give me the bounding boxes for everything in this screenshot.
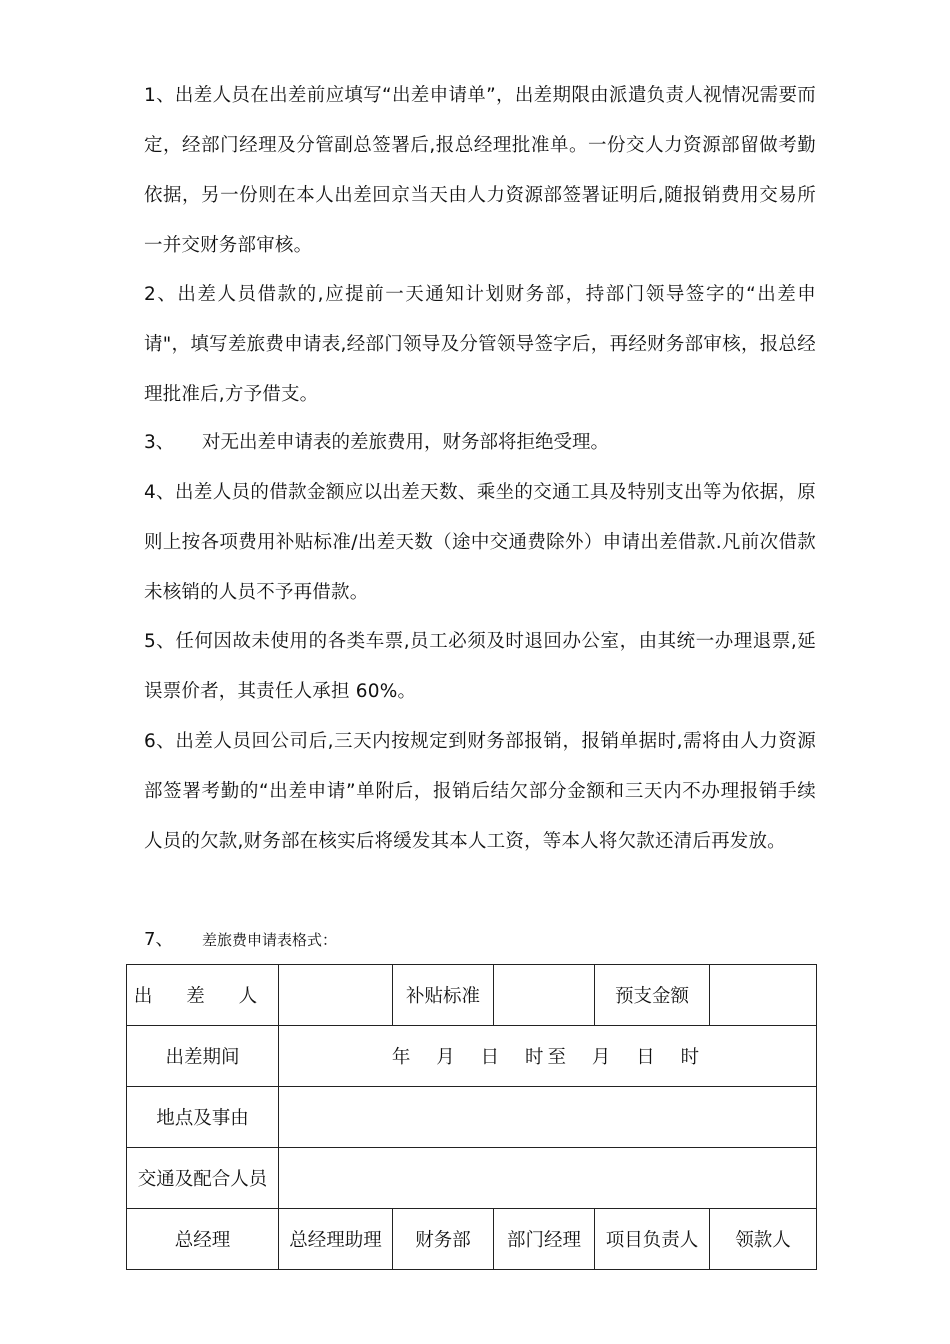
- signer-finance: 财务部: [393, 1209, 494, 1270]
- travel-expense-form: [126, 964, 817, 1270]
- location-value-cell[interactable]: [279, 1087, 817, 1148]
- period-value-cell[interactable]: [279, 1026, 817, 1087]
- paragraph-3: [144, 418, 609, 468]
- item-text: 对无出差申请表的差旅费用，财务部将拒绝受理。: [202, 432, 610, 453]
- signer-department-manager: 部门经理: [494, 1209, 595, 1270]
- paragraph-6: 6、出差人员回公司后,三天内按规定到财务部报销，报销单据时,需将由人力资源部签署考勤的“出差申请”单附后，报销后结欠部分金额和三天内不办理报销手续人员的欠款,财务部在核实后将缓发其本人工资，等本人将欠款还清后再发放。: [144, 731, 816, 852]
- item-number: 3、: [144, 432, 175, 453]
- subsidy-label: 补贴标准: [393, 965, 494, 1026]
- traveler-value-cell[interactable]: [279, 965, 393, 1026]
- signer-gm-assistant: 总经理助理: [279, 1209, 393, 1270]
- signer-general-manager: 总经理: [127, 1209, 279, 1270]
- advance-value-cell[interactable]: [710, 965, 817, 1026]
- form-row-traveler: [127, 965, 817, 1026]
- paragraph-4: 4、出差人员的借款金额应以出差天数、乘坐的交通工具及特别支出等为依据，原则上按各项费用补贴标准/出差天数（途中交通费除外）申请出差借款.凡前次借款未核销的人员不予再借款。: [144, 482, 816, 603]
- traveler-label: 出 差 人: [127, 965, 279, 1026]
- paragraph-1: 1、出差人员在出差前应填写“出差申请单”，出差期限由派遣负责人视情况需要而定，经部门经理及分管副总签署后,报总经理批准单。一份交人力资源部留做考勤依据，另一份则在本人出差回京当天由人力资源部签署证明后,随报销费用交易所一并交财务部审核。: [144, 85, 816, 256]
- advance-label: 预支金额: [595, 965, 710, 1026]
- period-value: 年 月 日 时至 月 日 时: [391, 1047, 704, 1068]
- form-row-transport: [127, 1148, 817, 1209]
- transport-value-cell[interactable]: [279, 1148, 817, 1209]
- paragraph-7: [144, 920, 337, 960]
- subsidy-value-cell[interactable]: [494, 965, 595, 1026]
- form-row-signatures: [127, 1209, 817, 1270]
- transport-label: 交通及配合人员: [127, 1148, 279, 1209]
- paragraph-5: 5、任何因故未使用的各类车票,员工必须及时退回办公室，由其统一办理退票,延误票价者，其责任人承担 60%。: [144, 631, 816, 702]
- signer-recipient: 领款人: [710, 1209, 817, 1270]
- paragraph-2: 2、出差人员借款的,应提前一天通知计划财务部，持部门领导签字的“出差申请"，填写差旅费申请表,经部门领导及分管领导签字后，再经财务部审核，报总经理批准后,方予借支。: [144, 284, 816, 405]
- form-caption: 差旅费申请表格式：: [202, 931, 338, 949]
- signer-project-lead: 项目负责人: [595, 1209, 710, 1270]
- form-row-location: [127, 1087, 817, 1148]
- location-label: 地点及事由: [127, 1087, 279, 1148]
- form-row-period: [127, 1026, 817, 1087]
- item-number: 7、: [144, 929, 174, 950]
- period-label: 出差期间: [127, 1026, 279, 1087]
